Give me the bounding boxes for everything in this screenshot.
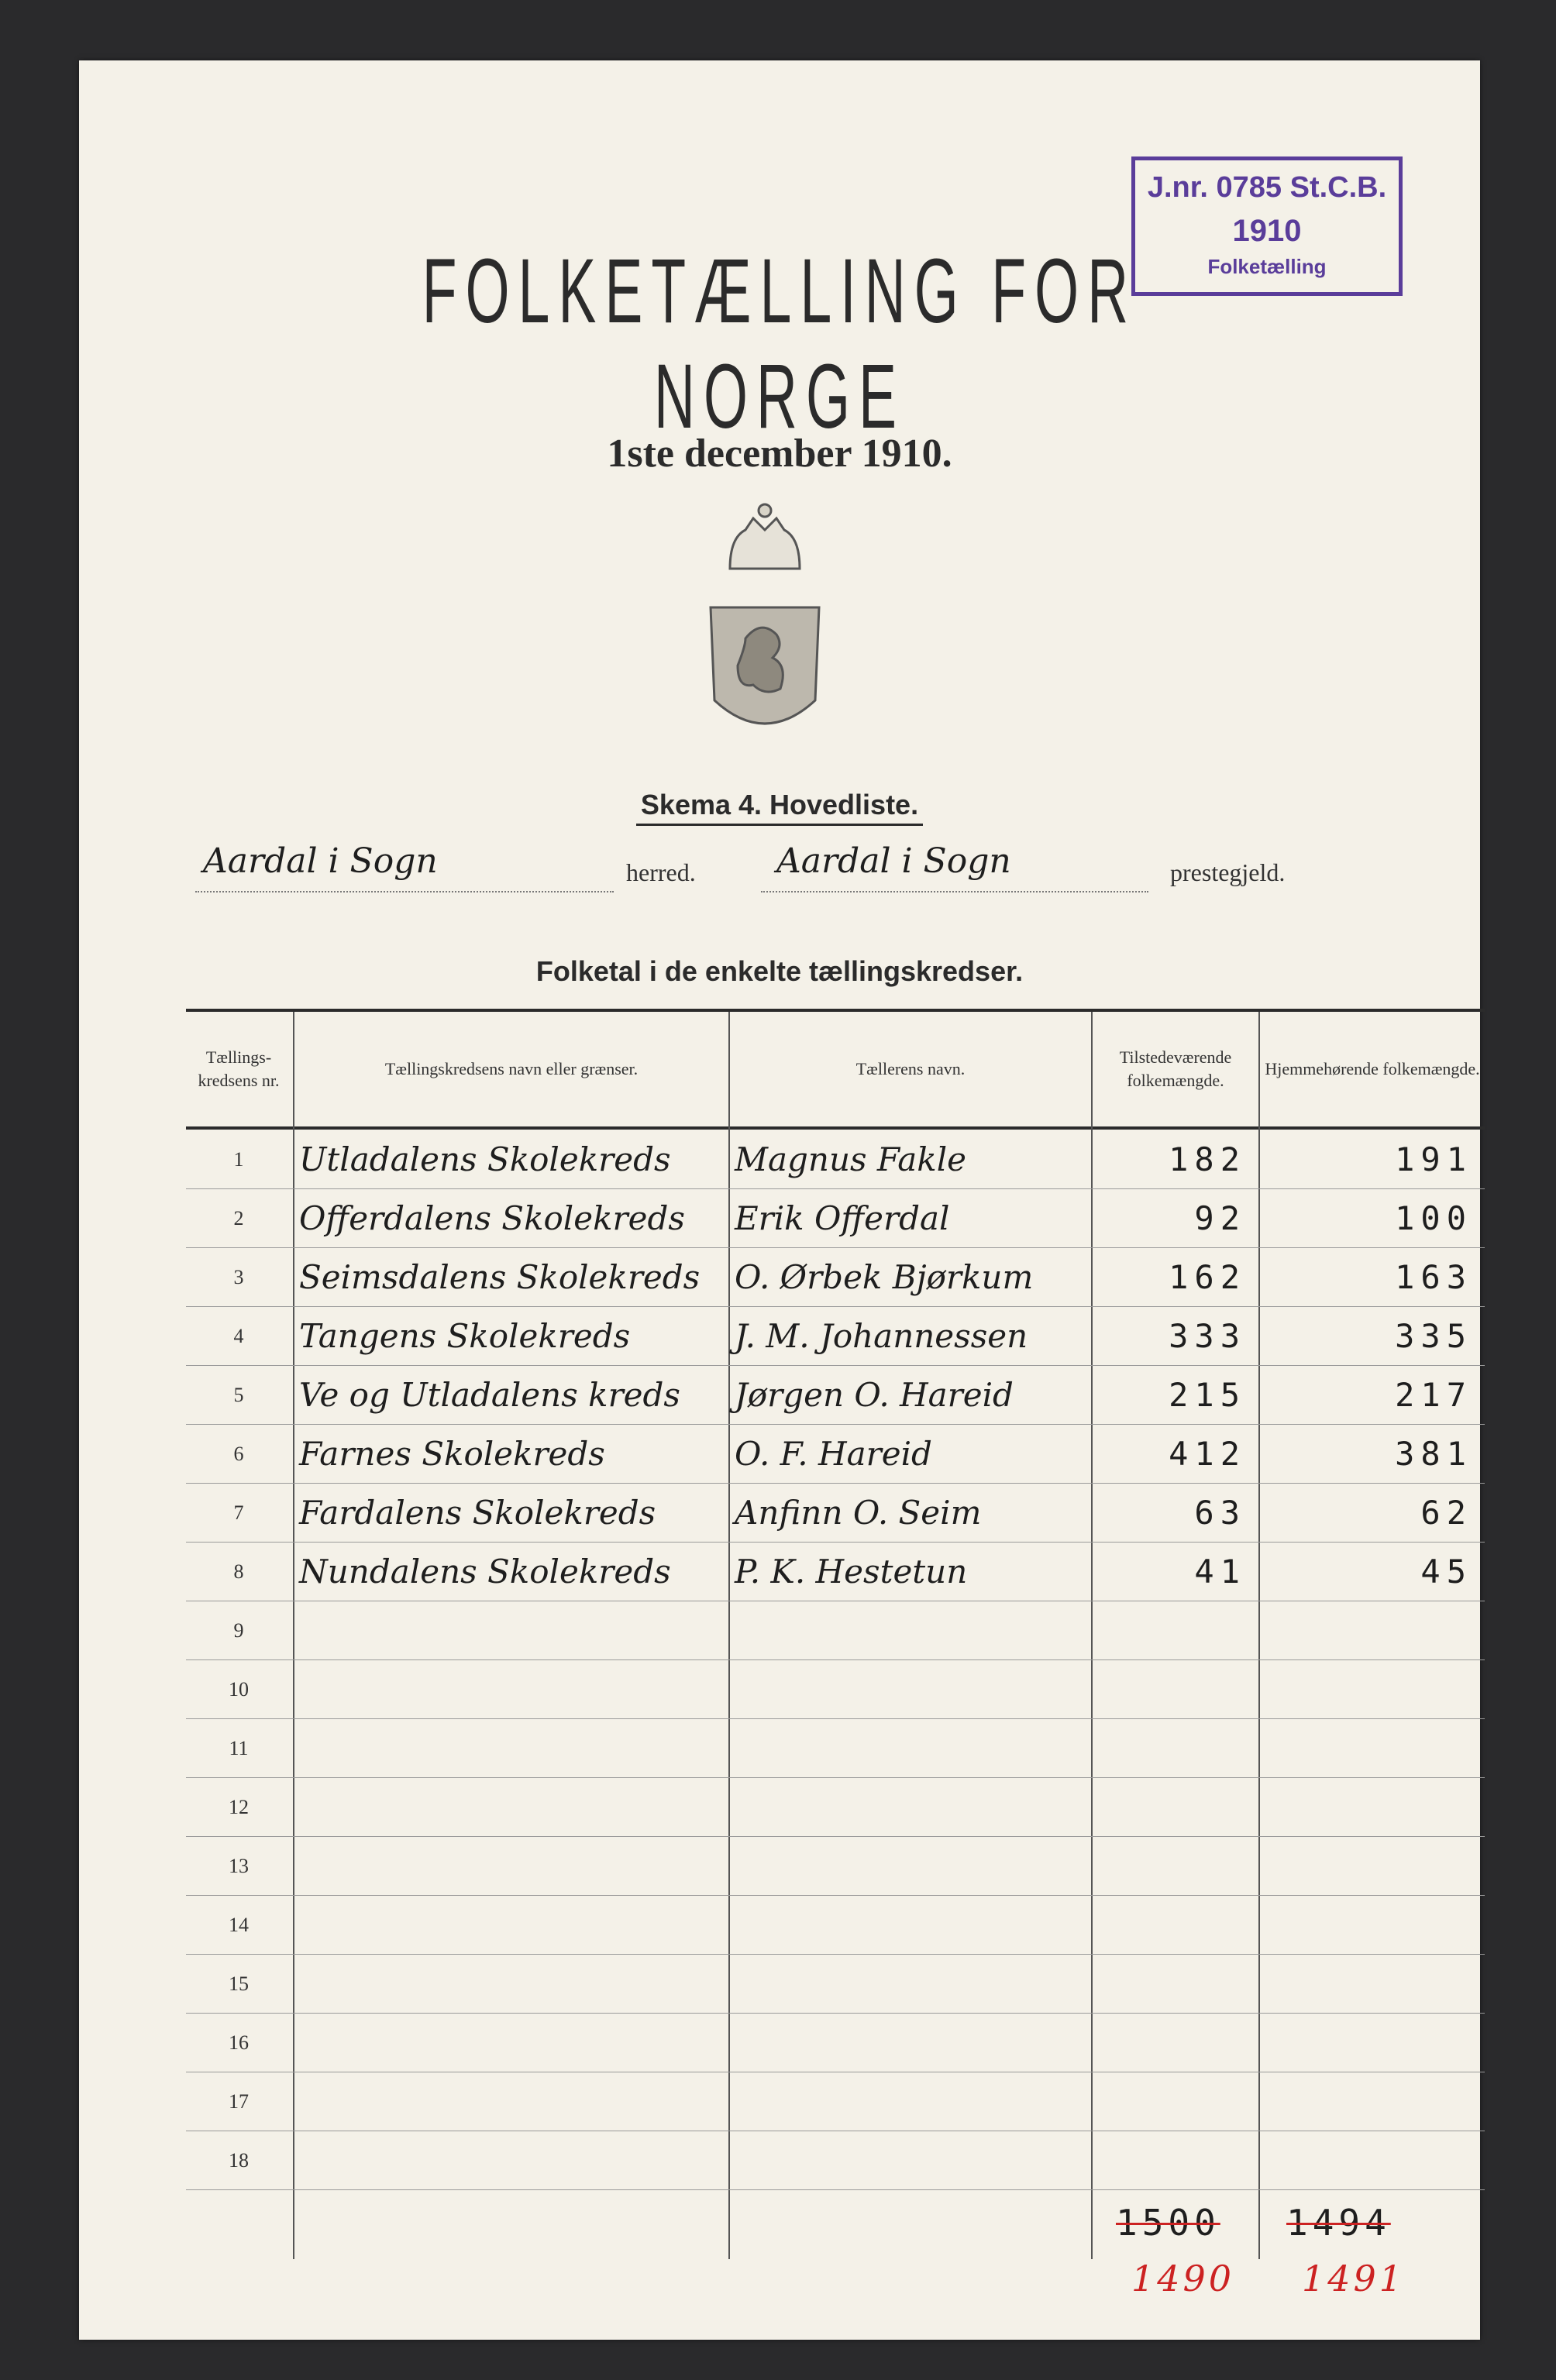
resident-count: 335 (1395, 1317, 1472, 1355)
row-number: 5 (233, 1384, 244, 1406)
table-row (186, 1365, 1485, 1425)
row-number: 18 (229, 2149, 249, 2172)
table-row (186, 1954, 1485, 2014)
prestegjeld-label: prestegjeld. (1170, 858, 1286, 886)
table-row (186, 1188, 1485, 1248)
row-number: 4 (233, 1325, 244, 1347)
counter-name: Anfinn O. Seim (735, 1494, 982, 1532)
resident-count: 191 (1395, 1140, 1472, 1178)
district-name: Tangens Skolekreds (299, 1317, 631, 1355)
census-date: 1ste december 1910. (607, 432, 952, 476)
table-row (186, 1542, 1485, 1601)
table-row (186, 1247, 1485, 1307)
present-count: 333 (1169, 1317, 1246, 1355)
table-row (186, 1306, 1485, 1366)
table-row (186, 1424, 1485, 1484)
resident-count: 45 (1420, 1553, 1472, 1591)
counter-name: P. K. Hestetun (735, 1553, 968, 1591)
page-title: FOLKETÆLLING FOR NORGE (422, 240, 1138, 448)
resident-count: 62 (1420, 1494, 1472, 1532)
district-name: Seimsdalens Skolekreds (299, 1258, 701, 1296)
census-form (79, 60, 1480, 2340)
district-name: Offerdalens Skolekreds (299, 1199, 685, 1237)
prestegjeld-value: Aardal i Sogn (776, 841, 1011, 881)
norway-coat-of-arms-icon (699, 476, 831, 739)
present-count: 215 (1169, 1376, 1246, 1414)
resident-count: 100 (1395, 1199, 1472, 1237)
table-row (186, 1130, 1485, 1189)
district-name: Farnes Skolekreds (299, 1435, 605, 1473)
table-row (186, 2072, 1485, 2131)
row-number: 13 (229, 1855, 249, 1877)
row-number: 8 (233, 1560, 244, 1583)
row-number: 3 (233, 1266, 244, 1288)
row-number: 7 (233, 1501, 244, 1524)
row-number: 6 (233, 1443, 244, 1465)
resident-count: 381 (1395, 1435, 1472, 1473)
counter-name: Jørgen O. Hareid (735, 1376, 1014, 1414)
table-row (186, 1483, 1485, 1543)
prestegjeld-dotline (761, 891, 1148, 892)
table-row (186, 1601, 1485, 1660)
herred-dotline (195, 891, 614, 892)
present-count: 412 (1169, 1435, 1246, 1473)
table-row (186, 1836, 1485, 1896)
table-subtitle: Folketal i de enkelte tællingskredser. (535, 955, 1024, 987)
header-resident: Hjemmehørende folkemængde. (1265, 1059, 1480, 1079)
resident-count: 163 (1395, 1258, 1472, 1296)
row-number: 14 (229, 1914, 249, 1936)
district-name: Ve og Utladalens kreds (299, 1376, 680, 1414)
counter-name: O. F. Hareid (735, 1435, 932, 1473)
stamp-label: Folketælling (1207, 255, 1327, 278)
row-number: 1 (233, 1148, 244, 1171)
row-number: 12 (229, 1796, 249, 1818)
row-number: 16 (229, 2031, 249, 2054)
row-number: 9 (233, 1619, 244, 1642)
table-row (186, 2013, 1485, 2072)
herred-label: herred. (626, 858, 696, 886)
present-count: 162 (1169, 1258, 1246, 1296)
district-name: Nundalens Skolekreds (299, 1553, 671, 1591)
table-row (186, 2131, 1485, 2190)
header-counter: Tællerens navn. (855, 1059, 966, 1079)
present-count: 92 (1194, 1199, 1246, 1237)
table-row (186, 1777, 1485, 1837)
row-number: 11 (229, 1737, 249, 1759)
schema-text: Skema 4. Hovedliste. (636, 789, 923, 826)
row-number: 17 (229, 2090, 249, 2113)
counter-name: Magnus Fakle (735, 1140, 967, 1178)
header-name: Tællingskredsens navn eller grænser. (384, 1059, 639, 1079)
stamp-journal-number: J.nr. 0785 St.C.B. (1147, 171, 1387, 204)
schema-heading (79, 789, 1480, 821)
table-row (186, 1718, 1485, 1778)
total-present-corrected: 1490 (1131, 2258, 1235, 2299)
table-row (186, 1659, 1485, 1719)
counter-name: J. M. Johannessen (735, 1317, 1028, 1355)
district-name: Utladalens Skolekreds (299, 1140, 671, 1178)
stamp-year: 1910 (1232, 214, 1302, 248)
present-count: 41 (1194, 1553, 1246, 1591)
header-nr: Tællings-kredsens nr. (198, 1047, 280, 1090)
total-present-original: 1500 (1116, 2202, 1220, 2244)
row-number: 15 (229, 1972, 249, 1995)
present-count: 63 (1194, 1494, 1246, 1532)
counter-name: O. Ørbek Bjørkum (735, 1258, 1034, 1296)
total-resident-corrected: 1491 (1302, 2258, 1406, 2299)
herred-value: Aardal i Sogn (203, 841, 438, 881)
counter-name: Erik Offerdal (735, 1199, 950, 1237)
row-number: 2 (233, 1207, 244, 1230)
table-row (186, 1895, 1485, 1955)
present-count: 182 (1169, 1140, 1246, 1178)
row-number: 10 (229, 1678, 249, 1701)
district-name: Fardalens Skolekreds (299, 1494, 656, 1532)
resident-count: 217 (1395, 1376, 1472, 1414)
total-resident-original: 1494 (1286, 2202, 1391, 2244)
header-present: Tilstedeværende folkemængde. (1119, 1047, 1232, 1090)
